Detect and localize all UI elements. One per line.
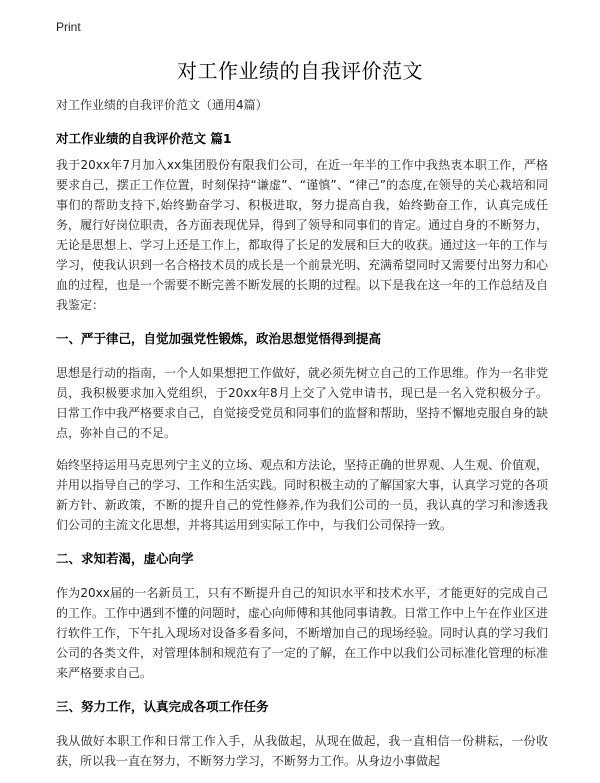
section-2-paragraph-1: 作为20xx届的一名新员工，只有不断提升自己的知识水平和技术水平，才能更好的完成自己的工作。工作中遇到不懂的问题时，虚心向师傅和其他同事请教。日常工作中上午在作业区进行软件工作，下午扎入现场对设备多看多问，不断增加自己的现场经验。同时认真的学习我们公司的各类文件，对管理体制和规范有了一定的了解，在工作中以我们公司标准化管理的标准来严格要求自己。 — [56, 586, 549, 680]
section-1-heading: 一、严于律己，自觉加强党性锻炼，政治思想觉悟得到提高 — [56, 331, 382, 346]
page-title: 对工作业绩的自我评价范文 — [177, 59, 423, 83]
article-title: 对工作业绩的自我评价范文 篇1 — [56, 131, 232, 146]
section-1-paragraph-2: 始终坚持运用马克思列宁主义的立场、观点和方法论，坚持正确的世界观、人生观、价值观，并用以指导自己的学习、工作和生活实践。同时积极主动的了解国家大事，认真学习党的各项新方针、新政策，不断的提升自己的党性修养,作为我们公司的一员，我认真的学习和渗透我们公司的主流文化思想，并将其运用到实际工作中，与我们公司保持一致。 — [56, 458, 549, 532]
article-body — [56, 155, 548, 783]
intro-paragraph: 我于20xx年7月加入xx集团股份有限我们公司，在近一年半的工作中我热衷本职工作，严格要求自己，摆正工作位置，时刻保持“谦虚”、“谨慎”、“律己”的态度,在领导的关心栽培和同事们的帮助支持下,始终勤奋学习、积极进取，努力提高自我，始终勤奋工作，认真完成任务，履行好岗位职责，各方面表现优异，得到了领导和同事们的肯定。通过自身的不断努力，无论是思想上、学习上还是工作上，都取得了长足的发展和巨大的收获。通过这一年的工作与学习，使我认识到一名合格技术员的成长是一个前景光明、充满希望同时又需要付出努力和心血的过程，也是一个需要不断完善不断发展的长期的过程。以下是我在这一年的工作总结及自我鉴定： — [56, 158, 549, 312]
section-3-paragraph-1: 我从做好本职工作和日常工作入手，从我做起，从现在做起，我一直相信一份耕耘，一份收获，所以我一直在努力，不断努力学习，不断努力工作。从身边小事做起 — [56, 734, 548, 768]
section-1-paragraph-1: 思想是行动的指南，一个人如果想把工作做好，就必须先树立自己的工作思维。作为一名非党员，我积极要求加入党组织，于20xx年8月上交了入党申请书，现已是一名入党积极分子。日常工作中我严格要求自己，自觉接受党员和同事们的监督和帮助，坚持不懈地克服自身的缺点，弥补自己的不足。 — [56, 366, 549, 440]
section-2-heading: 二、求知若渴，虚心向学 — [56, 551, 194, 566]
section-3-heading: 三、努力工作，认真完成各项工作任务 — [56, 699, 269, 714]
document-subtitle: 对工作业绩的自我评价范文（通用4篇） — [56, 98, 268, 112]
print-link[interactable]: Print — [56, 20, 81, 34]
